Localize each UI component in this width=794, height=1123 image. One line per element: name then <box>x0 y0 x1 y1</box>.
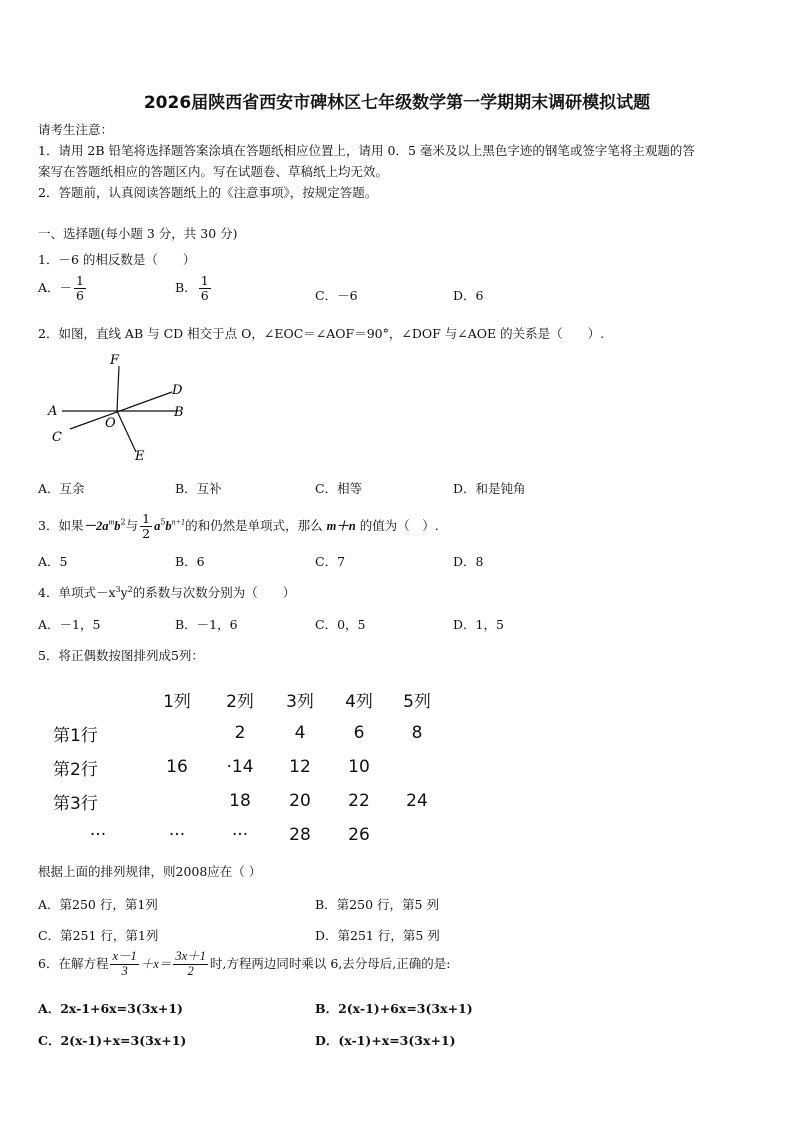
q1-b-label: B． <box>175 279 197 295</box>
q5-option-a[interactable]: A．第250 行，第1列 <box>38 897 158 912</box>
q5-stem: 5．将正偶数按图排列成5列： <box>38 648 204 663</box>
q1-b-fraction: $\frac{1}{6}$ <box>200 273 209 303</box>
q2-figure <box>40 350 200 470</box>
col-header-2: 2列 <box>226 691 254 712</box>
q2-option-a[interactable]: A．互余 <box>38 481 85 496</box>
label-d: D <box>172 383 183 398</box>
q5-option-d[interactable]: D．第251 行，第5 列 <box>315 928 440 943</box>
q2-option-d[interactable]: D．和是钝角 <box>453 481 526 496</box>
q1-option-a[interactable] <box>38 274 88 303</box>
q2-stem: 2．如图，直线 AB 与 CD 相交于点 O，∠EOC＝∠AOF＝90°，∠DOF 与∠AOE 的关系是（ ）. <box>38 326 605 341</box>
table-row: 第1行 2 4 6 8 <box>53 723 423 746</box>
label-o: O <box>105 416 116 431</box>
label-a: A <box>48 404 58 419</box>
q4-option-b[interactable]: B．－1，6 <box>175 617 238 632</box>
q6-option-d[interactable]: D．(x-1)+x=3(3x+1) <box>315 1033 456 1048</box>
col-header-3: 3列 <box>286 691 314 712</box>
q3-option-b[interactable]: B．6 <box>175 554 205 569</box>
ray-oe <box>117 411 136 452</box>
notice-line-1b: 案写在答题纸相应的答题区内。写在试题卷、草稿纸上均无效。 <box>38 164 389 179</box>
q4-option-d[interactable]: D．1，5 <box>453 617 504 632</box>
col-header-5: 5列 <box>403 691 431 712</box>
notice-line-1a: 1．请用 2B 铅笔将选择题答案涂填在答题纸相应位置上，请用 0．5 毫米及以上黑色字迹的钢笔或签字笔将主观题的答 <box>38 143 695 158</box>
table-row: 第3行 18 20 22 24 <box>53 791 428 814</box>
label-f: F <box>110 353 120 368</box>
q1-a-fraction: $\frac{1}{6}$ <box>76 273 84 303</box>
q4-option-a[interactable]: A．－1，5 <box>38 617 101 632</box>
notice-heading: 请考生注意： <box>38 122 114 137</box>
q5-option-c[interactable]: C．第251 行，第1列 <box>38 928 159 943</box>
q1-option-c[interactable]: C．－6 <box>315 288 358 303</box>
q1-option-b[interactable] <box>175 274 213 303</box>
q3-option-d[interactable]: D．8 <box>453 554 484 569</box>
q3-stem: 3．如果$-2a^mb^2$与 $\frac{1}{2}$ $a^5b^{n+1}$的和仍然是单项式，那么 m＋n 的值为（ ）. <box>38 511 439 541</box>
label-c: C <box>52 430 62 445</box>
ray-of <box>117 366 119 411</box>
q6-stem: 6．在解方程 $\frac{x-1}{3}$ ＋x＝ $\frac{3x+1}{2}$ 时,方程两边同时乘以 6,去分母后,正确的是: <box>38 949 451 978</box>
q6-option-a[interactable]: A．2x-1+6x=3(3x+1) <box>38 1001 183 1016</box>
q6-option-c[interactable]: C．2(x-1)+x=3(3x+1) <box>38 1033 187 1048</box>
q2-option-c[interactable]: C．相等 <box>315 481 363 496</box>
q1-stem: 1．－6 的相反数是（ ） <box>38 252 196 267</box>
q5-option-b[interactable]: B．第250 行，第5 列 <box>315 897 439 912</box>
q1-a-label: A．－ <box>38 279 73 295</box>
q4-option-c[interactable]: C．0，5 <box>315 617 366 632</box>
q6-option-b[interactable]: B．2(x-1)+6x=3(3x+1) <box>315 1001 473 1016</box>
q4-stem: 4．单项式$-x^3y^2$的系数与次数分别为（ ） <box>38 584 296 600</box>
notice-line-2: 2．答题前，认真阅读答题纸上的《注意事项》，按规定答题。 <box>38 185 378 200</box>
col-header-1: 1列 <box>163 691 191 712</box>
page-title: 2026届陕西省西安市碑林区七年级数学第一学期期末调研模拟试题 <box>143 93 651 113</box>
table-row: 第2行 16 ·14 12 10 <box>53 757 370 780</box>
q5-number-table <box>52 682 446 852</box>
q3-option-a[interactable]: A．5 <box>38 554 68 569</box>
label-e: E <box>135 449 145 464</box>
label-b: B <box>174 405 184 420</box>
section-heading: 一、选择题(每小题 3 分，共 30 分) <box>38 226 238 241</box>
q3-option-c[interactable]: C．7 <box>315 554 346 569</box>
q1-option-d[interactable]: D．6 <box>453 288 484 303</box>
q2-option-b[interactable]: B．互补 <box>175 481 222 496</box>
q5-question: 根据上面的排列规律，则2008应在（ ） <box>38 864 262 879</box>
table-row: ··· ··· ··· 28 26 <box>89 825 370 845</box>
col-header-4: 4列 <box>345 691 373 712</box>
